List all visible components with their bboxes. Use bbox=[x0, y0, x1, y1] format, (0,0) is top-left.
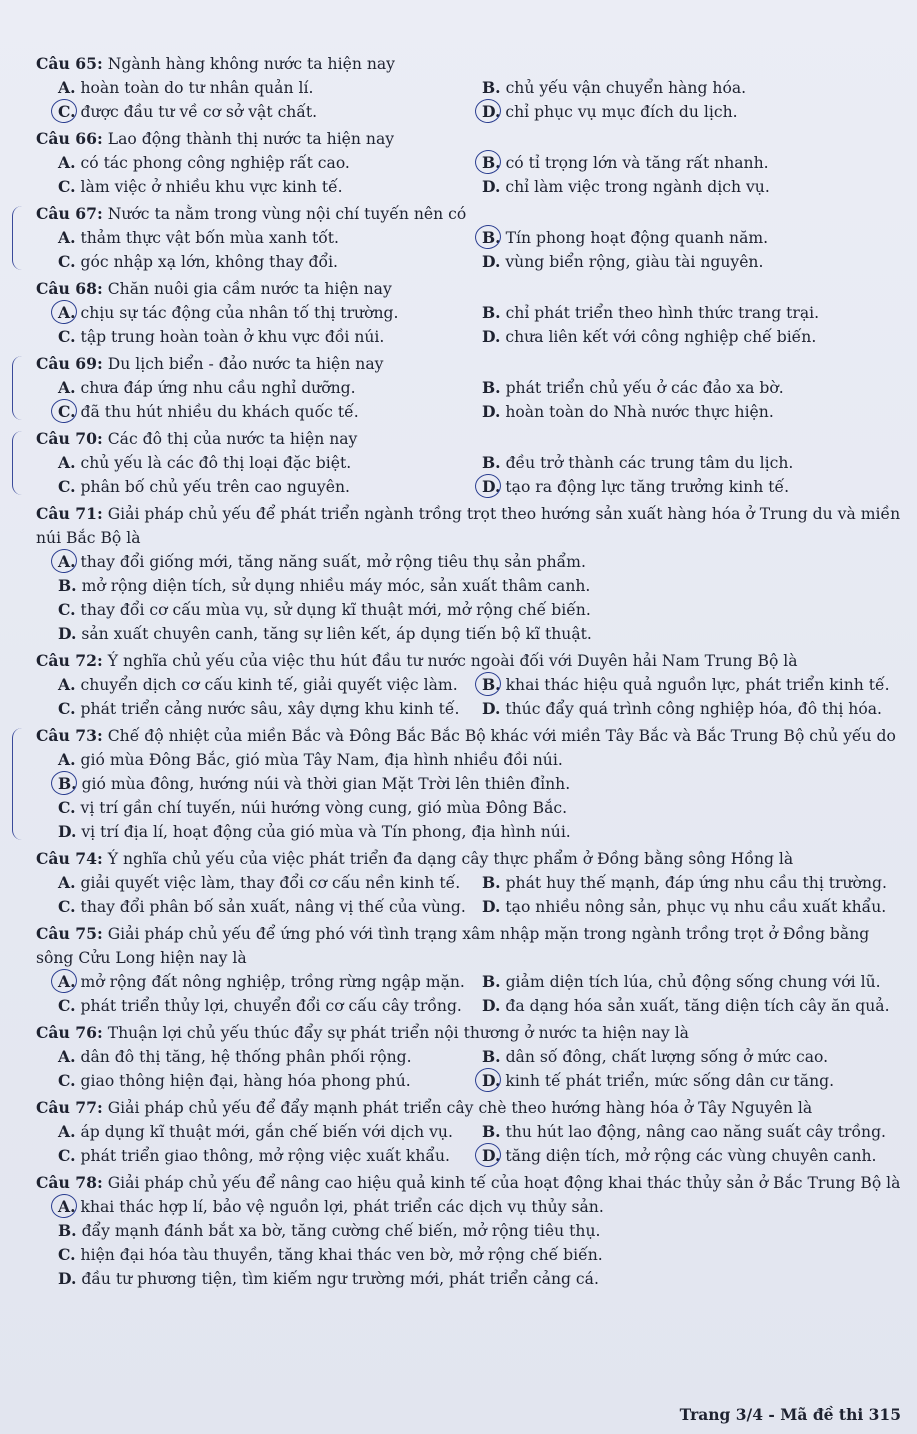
option-letter: C. bbox=[58, 327, 76, 346]
option-letter: D. bbox=[482, 402, 501, 421]
question-text: Ý nghĩa chủ yếu của việc thu hút đầu tư nước ngoài đối với Duyên hải Nam Trung Bộ là bbox=[107, 652, 798, 670]
option-b[interactable] bbox=[482, 970, 908, 994]
option-text: tăng diện tích, mở rộng các vùng chuyên canh. bbox=[505, 1147, 877, 1165]
answer-options bbox=[36, 76, 908, 124]
option-letter: A. bbox=[58, 153, 76, 172]
answer-options bbox=[36, 1120, 908, 1168]
question-72 bbox=[36, 649, 908, 721]
question-stem bbox=[36, 127, 908, 151]
question-text: Chăn nuôi gia cầm nước ta hiện nay bbox=[107, 280, 392, 298]
option-letter: D. bbox=[482, 477, 501, 496]
option-letter: D. bbox=[482, 177, 501, 196]
option-text: giao thông hiện đại, hàng hóa phong phú. bbox=[80, 1072, 411, 1090]
option-c[interactable] bbox=[58, 325, 482, 349]
question-73 bbox=[36, 724, 908, 844]
option-c[interactable] bbox=[58, 994, 482, 1018]
option-b[interactable] bbox=[482, 451, 908, 475]
option-text: được đầu tư về cơ sở vật chất. bbox=[80, 103, 318, 121]
option-text: Tín phong hoạt động quanh năm. bbox=[505, 229, 769, 247]
question-label: Câu 68: bbox=[36, 279, 103, 298]
page-footer: Trang 3/4 - Mã đề thi 315 bbox=[679, 1405, 901, 1424]
question-stem bbox=[36, 427, 908, 451]
option-d[interactable] bbox=[482, 697, 908, 721]
option-text: chưa đáp ứng nhu cầu nghỉ dưỡng. bbox=[80, 379, 356, 397]
option-letter: B. bbox=[482, 303, 501, 322]
question-stem bbox=[36, 649, 908, 673]
question-78 bbox=[36, 1171, 908, 1291]
option-letter: B. bbox=[482, 153, 501, 172]
option-text: phân bố chủ yếu trên cao nguyên. bbox=[80, 478, 350, 496]
option-a[interactable] bbox=[58, 301, 482, 325]
option-letter: C. bbox=[58, 102, 76, 121]
option-text: vùng biển rộng, giàu tài nguyên. bbox=[505, 253, 764, 271]
option-c[interactable] bbox=[58, 250, 482, 274]
question-label: Câu 77: bbox=[36, 1098, 103, 1117]
question-stem bbox=[36, 1021, 908, 1045]
question-stem bbox=[36, 502, 908, 550]
option-letter: C. bbox=[58, 699, 76, 718]
option-letter: C. bbox=[58, 1146, 76, 1165]
option-a[interactable] bbox=[58, 550, 908, 574]
option-d[interactable] bbox=[482, 400, 908, 424]
option-text: đầu tư phương tiện, tìm kiếm ngư trường mới, phát triển cảng cá. bbox=[81, 1270, 599, 1288]
option-letter: A. bbox=[58, 750, 76, 769]
question-label: Câu 78: bbox=[36, 1173, 103, 1192]
question-label: Câu 76: bbox=[36, 1023, 103, 1042]
handwritten-bracket-mark bbox=[12, 356, 23, 420]
option-letter: A. bbox=[58, 1047, 76, 1066]
question-label: Câu 75: bbox=[36, 924, 103, 943]
option-a[interactable] bbox=[58, 970, 482, 994]
question-label: Câu 71: bbox=[36, 504, 103, 523]
option-letter: C. bbox=[58, 477, 76, 496]
option-text: chưa liên kết với công nghiệp chế biến. bbox=[505, 328, 817, 346]
question-label: Câu 69: bbox=[36, 354, 103, 373]
option-letter: D. bbox=[58, 822, 77, 841]
option-b[interactable] bbox=[482, 76, 908, 100]
option-letter: D. bbox=[482, 327, 501, 346]
option-d[interactable] bbox=[482, 175, 908, 199]
option-text: chỉ phục vụ mục đích du lịch. bbox=[505, 103, 738, 121]
option-c[interactable] bbox=[58, 100, 482, 124]
option-a[interactable] bbox=[58, 673, 482, 697]
option-text: phát huy thế mạnh, đáp ứng nhu cầu thị trường. bbox=[505, 874, 887, 892]
option-b[interactable] bbox=[58, 772, 908, 796]
option-text: có tác phong công nghiệp rất cao. bbox=[80, 154, 350, 172]
option-text: kinh tế phát triển, mức sống dân cư tăng. bbox=[505, 1072, 835, 1090]
option-text: chuyển dịch cơ cấu kinh tế, giải quyết việc làm. bbox=[80, 676, 458, 694]
answer-options bbox=[36, 451, 908, 499]
option-text: thu hút lao động, nâng cao năng suất cây trồng. bbox=[505, 1123, 887, 1141]
option-text: thay đổi phân bố sản xuất, nâng vị thế của vùng. bbox=[80, 898, 466, 916]
option-letter: D. bbox=[482, 252, 501, 271]
option-c[interactable] bbox=[58, 697, 482, 721]
option-text: hiện đại hóa tàu thuyền, tăng khai thác ven bờ, mở rộng chế biến. bbox=[80, 1246, 603, 1264]
option-letter: B. bbox=[482, 78, 501, 97]
question-77 bbox=[36, 1096, 908, 1168]
option-letter: A. bbox=[58, 228, 76, 247]
option-d[interactable] bbox=[482, 250, 908, 274]
option-a[interactable] bbox=[58, 226, 482, 250]
option-text: tạo ra động lực tăng trưởng kinh tế. bbox=[505, 478, 790, 496]
option-text: tạo nhiều nông sản, phục vụ nhu cầu xuất khẩu. bbox=[505, 898, 887, 916]
question-text: Thuận lợi chủ yếu thúc đẩy sự phát triển nội thương ở nước ta hiện nay là bbox=[107, 1024, 689, 1042]
question-76 bbox=[36, 1021, 908, 1093]
option-c[interactable] bbox=[58, 895, 482, 919]
option-text: áp dụng kĩ thuật mới, gắn chế biến với dịch vụ. bbox=[80, 1123, 453, 1141]
option-letter: C. bbox=[58, 996, 76, 1015]
question-text: Du lịch biển - đảo nước ta hiện nay bbox=[107, 355, 384, 373]
option-text: dân đô thị tăng, hệ thống phân phối rộng. bbox=[80, 1048, 412, 1066]
option-text: vị trí gần chí tuyến, núi hướng vòng cung, gió mùa Đông Bắc. bbox=[80, 799, 568, 817]
question-68 bbox=[36, 277, 908, 349]
option-letter: B. bbox=[482, 1122, 501, 1141]
option-text: chỉ phát triển theo hình thức trang trại. bbox=[505, 304, 820, 322]
option-c[interactable] bbox=[58, 1144, 482, 1168]
option-b[interactable] bbox=[482, 1045, 908, 1069]
option-d[interactable] bbox=[482, 1069, 908, 1093]
option-letter: D. bbox=[482, 1071, 501, 1090]
option-c[interactable] bbox=[58, 400, 482, 424]
answer-options bbox=[36, 871, 908, 919]
option-b[interactable] bbox=[482, 226, 908, 250]
option-letter: D. bbox=[58, 624, 77, 643]
option-a[interactable] bbox=[58, 1045, 482, 1069]
option-letter: A. bbox=[58, 453, 76, 472]
option-a[interactable] bbox=[58, 76, 482, 100]
option-a[interactable] bbox=[58, 376, 482, 400]
question-text: Ngành hàng không nước ta hiện nay bbox=[107, 55, 395, 73]
option-text: mở rộng diện tích, sử dụng nhiều máy móc, sản xuất thâm canh. bbox=[81, 577, 591, 595]
question-75 bbox=[36, 922, 908, 1018]
option-c[interactable] bbox=[58, 1243, 908, 1267]
option-text: hoàn toàn do Nhà nước thực hiện. bbox=[505, 403, 774, 421]
option-text: dân số đông, chất lượng sống ở mức cao. bbox=[505, 1048, 829, 1066]
question-label: Câu 72: bbox=[36, 651, 103, 670]
option-letter: B. bbox=[58, 576, 77, 595]
option-a[interactable] bbox=[58, 1195, 908, 1219]
question-stem bbox=[36, 277, 908, 301]
option-letter: A. bbox=[58, 378, 76, 397]
answer-options bbox=[36, 376, 908, 424]
option-text: chủ yếu vận chuyển hàng hóa. bbox=[505, 79, 747, 97]
option-letter: C. bbox=[58, 177, 76, 196]
option-text: sản xuất chuyên canh, tăng sự liên kết, áp dụng tiến bộ kĩ thuật. bbox=[81, 625, 592, 643]
question-67 bbox=[36, 202, 908, 274]
option-b[interactable] bbox=[482, 151, 908, 175]
option-text: thay đổi giống mới, tăng năng suất, mở rộng tiêu thụ sản phẩm. bbox=[80, 553, 586, 571]
option-text: phát triển thủy lợi, chuyển đổi cơ cấu cây trồng. bbox=[80, 997, 462, 1015]
option-b[interactable] bbox=[58, 1219, 908, 1243]
option-letter: C. bbox=[58, 897, 76, 916]
option-letter: C. bbox=[58, 798, 76, 817]
question-stem bbox=[36, 352, 908, 376]
option-text: khai thác hợp lí, bảo vệ nguồn lợi, phát triển các dịch vụ thủy sản. bbox=[80, 1198, 604, 1216]
question-label: Câu 74: bbox=[36, 849, 103, 868]
option-text: gió mùa Đông Bắc, gió mùa Tây Nam, địa hình nhiều đồi núi. bbox=[80, 751, 563, 769]
option-text: góc nhập xạ lớn, không thay đổi. bbox=[80, 253, 339, 271]
question-stem bbox=[36, 1171, 908, 1195]
option-d[interactable] bbox=[58, 622, 908, 646]
option-letter: C. bbox=[58, 1245, 76, 1264]
question-stem bbox=[36, 52, 908, 76]
option-letter: A. bbox=[58, 552, 76, 571]
option-d[interactable] bbox=[482, 895, 908, 919]
option-letter: A. bbox=[58, 972, 76, 991]
answer-options bbox=[36, 151, 908, 199]
option-letter: D. bbox=[482, 897, 501, 916]
answer-options bbox=[36, 550, 908, 646]
option-letter: B. bbox=[482, 453, 501, 472]
option-a[interactable] bbox=[58, 748, 908, 772]
option-letter: C. bbox=[58, 600, 76, 619]
option-letter: A. bbox=[58, 675, 76, 694]
option-letter: B. bbox=[482, 675, 501, 694]
option-text: đã thu hút nhiều du khách quốc tế. bbox=[80, 403, 359, 421]
option-text: tập trung hoàn toàn ở khu vực đồi núi. bbox=[80, 328, 385, 346]
question-label: Câu 66: bbox=[36, 129, 103, 148]
question-stem bbox=[36, 1096, 908, 1120]
option-letter: D. bbox=[482, 1146, 501, 1165]
question-stem bbox=[36, 847, 908, 871]
option-d[interactable] bbox=[482, 994, 908, 1018]
handwritten-bracket-mark bbox=[12, 728, 23, 840]
option-letter: A. bbox=[58, 1122, 76, 1141]
option-d[interactable] bbox=[482, 475, 908, 499]
option-d[interactable] bbox=[482, 325, 908, 349]
option-d[interactable] bbox=[58, 820, 908, 844]
question-text: Chế độ nhiệt của miền Bắc và Đông Bắc Bắc Bộ khác với miền Tây Bắc và Bắc Trung Bộ chủ yếu do bbox=[107, 727, 896, 745]
option-letter: A. bbox=[58, 1197, 76, 1216]
question-label: Câu 67: bbox=[36, 204, 103, 223]
answer-options bbox=[36, 748, 908, 844]
question-label: Câu 65: bbox=[36, 54, 103, 73]
option-a[interactable] bbox=[58, 1120, 482, 1144]
option-text: vị trí địa lí, hoạt động của gió mùa và Tín phong, địa hình núi. bbox=[81, 823, 571, 841]
option-letter: B. bbox=[482, 1047, 501, 1066]
question-65 bbox=[36, 52, 908, 124]
option-text: thúc đẩy quá trình công nghiệp hóa, đô thị hóa. bbox=[505, 700, 882, 718]
option-text: giải quyết việc làm, thay đổi cơ cấu nền kinh tế. bbox=[80, 874, 461, 892]
question-stem bbox=[36, 922, 908, 970]
option-text: phát triển giao thông, mở rộng việc xuất khẩu. bbox=[80, 1147, 450, 1165]
option-text: chủ yếu là các đô thị loại đặc biệt. bbox=[80, 454, 352, 472]
question-66 bbox=[36, 127, 908, 199]
question-stem bbox=[36, 724, 908, 748]
option-letter: B. bbox=[482, 873, 501, 892]
option-text: giảm diện tích lúa, chủ động sống chung với lũ. bbox=[505, 973, 881, 991]
handwritten-bracket-mark bbox=[12, 431, 23, 495]
option-letter: D. bbox=[58, 1269, 77, 1288]
option-d[interactable] bbox=[482, 100, 908, 124]
answer-options bbox=[36, 1045, 908, 1093]
option-letter: D. bbox=[482, 996, 501, 1015]
answer-options bbox=[36, 970, 908, 1018]
answer-options bbox=[36, 673, 908, 721]
option-text: làm việc ở nhiều khu vực kinh tế. bbox=[80, 178, 343, 196]
option-letter: A. bbox=[58, 303, 76, 322]
question-text: Ý nghĩa chủ yếu của việc phát triển đa dạng cây thực phẩm ở Đồng bằng sông Hồng là bbox=[107, 850, 794, 868]
question-71 bbox=[36, 502, 908, 646]
option-letter: A. bbox=[58, 78, 76, 97]
question-text: Các đô thị của nước ta hiện nay bbox=[107, 430, 358, 448]
question-text: Giải pháp chủ yếu để nâng cao hiệu quả kinh tế của hoạt động khai thác thủy sản ở Bắc Trung Bộ là bbox=[107, 1174, 901, 1192]
option-text: hoàn toàn do tư nhân quản lí. bbox=[80, 79, 314, 97]
option-b[interactable] bbox=[482, 673, 908, 697]
option-text: gió mùa đông, hướng núi và thời gian Mặt Trời lên thiên đỉnh. bbox=[81, 775, 571, 793]
option-letter: D. bbox=[482, 102, 501, 121]
option-b[interactable] bbox=[58, 574, 908, 598]
handwritten-bracket-mark bbox=[12, 206, 23, 270]
option-a[interactable] bbox=[58, 151, 482, 175]
option-text: có tỉ trọng lớn và tăng rất nhanh. bbox=[505, 154, 769, 172]
answer-options bbox=[36, 226, 908, 274]
option-letter: C. bbox=[58, 252, 76, 271]
question-69 bbox=[36, 352, 908, 424]
question-text: Nước ta nằm trong vùng nội chí tuyến nên có bbox=[107, 205, 467, 223]
option-text: phát triển cảng nước sâu, xây dựng khu kinh tế. bbox=[80, 700, 460, 718]
option-text: thay đổi cơ cấu mùa vụ, sử dụng kĩ thuật mới, mở rộng chế biến. bbox=[80, 601, 591, 619]
option-text: đa dạng hóa sản xuất, tăng diện tích cây ăn quả. bbox=[505, 997, 890, 1015]
option-b[interactable] bbox=[482, 376, 908, 400]
question-70 bbox=[36, 427, 908, 499]
option-text: đẩy mạnh đánh bắt xa bờ, tăng cường chế biến, mở rộng tiêu thụ. bbox=[81, 1222, 601, 1240]
option-letter: C. bbox=[58, 1071, 76, 1090]
option-b[interactable] bbox=[482, 1120, 908, 1144]
question-list bbox=[36, 52, 908, 1294]
option-c[interactable] bbox=[58, 475, 482, 499]
option-c[interactable] bbox=[58, 796, 908, 820]
option-a[interactable] bbox=[58, 451, 482, 475]
option-text: phát triển chủ yếu ở các đảo xa bờ. bbox=[505, 379, 784, 397]
option-b[interactable] bbox=[482, 301, 908, 325]
option-letter: B. bbox=[58, 774, 77, 793]
question-text: Giải pháp chủ yếu để ứng phó với tình trạng xâm nhập mặn trong ngành trồng trọt ở Đồng bằng sông Cửu Long hiện nay là bbox=[36, 925, 870, 967]
option-letter: B. bbox=[58, 1221, 77, 1240]
option-letter: D. bbox=[482, 699, 501, 718]
question-label: Câu 70: bbox=[36, 429, 103, 448]
option-c[interactable] bbox=[58, 1069, 482, 1093]
option-letter: A. bbox=[58, 873, 76, 892]
option-letter: B. bbox=[482, 228, 501, 247]
question-text: Giải pháp chủ yếu để đẩy mạnh phát triển cây chè theo hướng hàng hóa ở Tây Nguyên là bbox=[107, 1099, 813, 1117]
option-letter: B. bbox=[482, 972, 501, 991]
option-text: đều trở thành các trung tâm du lịch. bbox=[505, 454, 794, 472]
question-74 bbox=[36, 847, 908, 919]
question-text: Giải pháp chủ yếu để phát triển ngành trồng trọt theo hướng sản xuất hàng hóa ở Trung du và miền núi Bắc Bộ là bbox=[36, 505, 901, 547]
option-text: mở rộng đất nông nghiệp, trồng rừng ngập mặn. bbox=[80, 973, 465, 991]
question-stem bbox=[36, 202, 908, 226]
option-a[interactable] bbox=[58, 871, 482, 895]
option-text: chỉ làm việc trong ngành dịch vụ. bbox=[505, 178, 770, 196]
option-c[interactable] bbox=[58, 598, 908, 622]
option-letter: B. bbox=[482, 378, 501, 397]
option-letter: C. bbox=[58, 402, 76, 421]
option-d[interactable] bbox=[482, 1144, 908, 1168]
option-text: thảm thực vật bốn mùa xanh tốt. bbox=[80, 229, 339, 247]
option-b[interactable] bbox=[482, 871, 908, 895]
option-text: chịu sự tác động của nhân tố thị trường. bbox=[80, 304, 399, 322]
option-c[interactable] bbox=[58, 175, 482, 199]
option-text: khai thác hiệu quả nguồn lực, phát triển kinh tế. bbox=[505, 676, 890, 694]
question-label: Câu 73: bbox=[36, 726, 103, 745]
answer-options bbox=[36, 301, 908, 349]
answer-options bbox=[36, 1195, 908, 1291]
question-text: Lao động thành thị nước ta hiện nay bbox=[107, 130, 395, 148]
option-d[interactable] bbox=[58, 1267, 908, 1291]
